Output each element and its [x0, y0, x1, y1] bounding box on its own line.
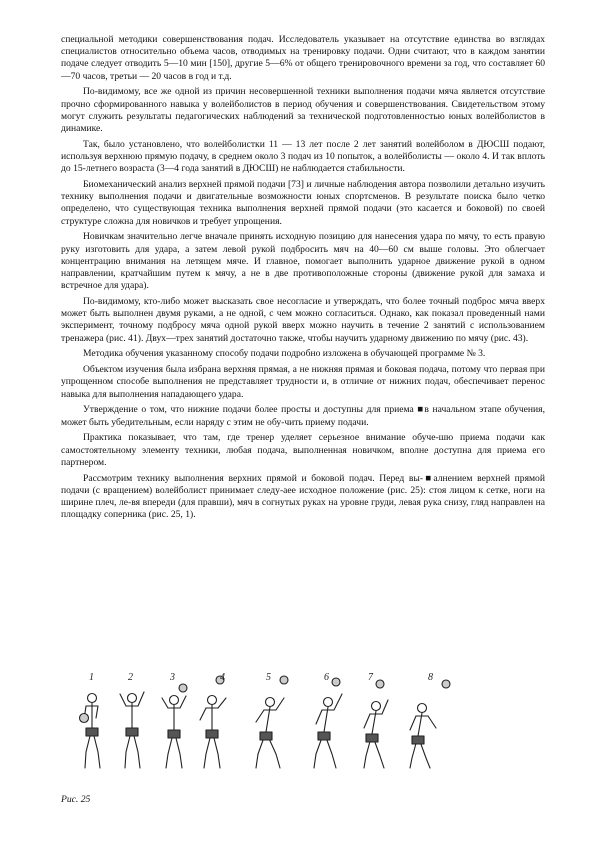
figure-number-1: 1 [89, 672, 94, 683]
paragraph-4: Биомеханический анализ верхней прямой подачи [73] и личные наблюдения автора позволили детально изучить технику выполнения подачи и двигательные возможности юных спортсменов. В результате поиска было четко определено, что существующая техника выполнения верхней прямой подачи (это касается и боковой) по своей структуре сложна для новичков и требует упрощения. [61, 179, 545, 227]
paragraph-9: Утверждение о том, что нижние подачи более просты и доступны для приема ■в начальном этапе обучения, может быть убедительным, если наряду с этим не обу-чить приему подачи. [61, 404, 545, 428]
player-figure-6 [314, 678, 342, 768]
serve-sequence-figure [70, 668, 470, 786]
player-figure-4 [200, 676, 226, 768]
player-figure-8 [410, 680, 450, 768]
paragraph-8: Объектом изучения была избрана верхняя прямая, а не нижняя прямая и боковая подача, потому что первая при упрощенном способе выполнения не представляет трудности и, в отличие от нижних подач, обеспечивает перенос навыка для выполнения нападающего удара. [61, 364, 545, 400]
player-figure-7 [364, 680, 388, 768]
figure-number-8: 8 [428, 672, 433, 683]
player-figure-1 [80, 694, 101, 769]
paragraph-6: По-видимому, кто-либо может высказать свое несогласие и утверждать, что более точный подброс мяча вверх может быть выполнен двумя руками, а не одной, с чем можно согласиться. Однако, как показал проведенный нами эксперимент, точному подбросу мяча одной рукой вверх можно научить в течение 2 занятий с использованием тренажера (рис. 41). Двух—трех занятий достаточно также, чтобы научить ударному движению по мячу (рис. 43). [61, 296, 545, 344]
paragraph-1: специальной методики совершенствования подач. Исследователь указывает на отсутствие единства во взглядах специалистов относительно объема часов, отводимых на тренировку подачи. Одни считают, что в каждом занятии подаче следует отводить 5—10 мин [150], другие 5—6% от общего тренировочного времени за год, что составляет 60—70 часов, третьи — 20 часов в год и т.д. [61, 34, 545, 82]
figure-number-5: 5 [266, 672, 271, 683]
paragraph-5: Новичкам значительно легче вначале принять исходную позицию для нанесения удара по мячу, то есть правую руку изготовить для удара, а затем левой рукой подбросить мяч на 40—60 см выше головы. Это облегчает концентрацию внимания на летящем мяче. И главное, помогает выполнить ударное движение рукой в одном направлении, кратчайшим путем к мячу, а не в две противоположные стороны (движение рукой для замаха и встречное для удара). [61, 231, 545, 292]
paragraph-10: Практика показывает, что там, где тренер уделяет серьезное внимание обуче-шю приема подачи как самостоятельному элементу техники, любая подача, выполненная новичком, вполне доступна для приема его партнером. [61, 432, 545, 468]
player-figure-2 [120, 692, 144, 768]
paragraph-3: Так, было установлено, что волейболистки 11 — 13 лет после 2 лет занятий волейболом в ДЮСШ подают, используя верхнюю прямую подачу, в среднем около 3 подач из 10 попыток, а волейболисты — около 4. И так вплоть до 15-летнего возраста (3—4 года занятий в ДЮСШ) не наблюдается стабильности. [61, 138, 545, 175]
player-figure-3 [162, 684, 187, 768]
serve-sequence-drawing [70, 668, 470, 786]
paragraph-11: Рассмотрим технику выполнения верхних прямой и боковой подач. Перед вы-■алнением верхней прямой подачи (с вращением) волейболист принимает следу-аее исходное положение (рис. 25): стоя лицом к сетке, ноги на ширине плеч, ле-вя впереди (для правши), мяч в согнутых руках на уровне груди, левая рука снизу, гляд направлен на площадку соперника (рис. 25, 1). [61, 472, 545, 521]
body-text [61, 34, 545, 525]
figure-number-6: 6 [324, 672, 329, 683]
figure-caption: Рис. 25 [61, 794, 91, 805]
figure-number-3: 3 [170, 672, 175, 683]
figure-number-7: 7 [368, 672, 373, 683]
paragraph-2: По-видимому, все же одной из причин несовершенной техники выполнения подачи мяча является отсутствие прочно сформированного навыка у волейболистов в период обучения и совершенствования. Свидетельством этому могут служить результаты педагогических наблюдений за технической подготовленностью юных волейболистов в динамике. [61, 86, 545, 135]
paragraph-7: Методика обучения указанному способу подачи подробно изложена в обучающей программе № 3. [83, 348, 486, 360]
figure-number-2: 2 [128, 672, 133, 683]
figure-number-4: 4 [220, 672, 225, 683]
player-figure-5 [256, 676, 288, 768]
